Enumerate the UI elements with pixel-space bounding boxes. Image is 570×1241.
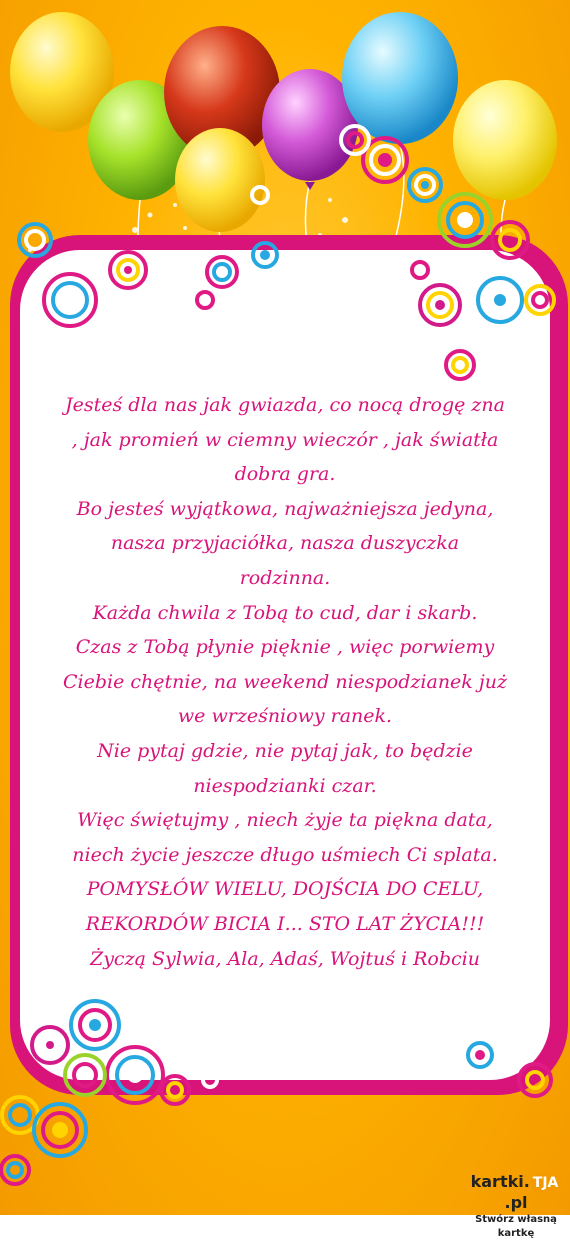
message-line: Więc świętujmy , niech żyje ta piękna data, (77, 809, 493, 832)
message-line: Ciebie chętnie, na weekend niespodzianek już (63, 670, 507, 693)
message-line: Bo jesteś wyjątkowa, najważniejsza jedyna, (76, 497, 494, 520)
message-line: niech życie jeszcze długo uśmiech Ci splata. (72, 843, 498, 866)
message-line: POMYSŁÓW WIELU, DOJŚCIA DO CELU, (86, 878, 484, 901)
logo-right: .pl (504, 1193, 528, 1212)
message-line: dobra gra. (234, 463, 336, 486)
message-line: Jesteś dla nas jak gwiazda, co nocą drogę zna (65, 394, 505, 416)
message-line: REKORDÓW BICIA I... STO LAT ŻYCIA!!! (85, 912, 485, 935)
message-line: Każda chwila z Tobą to cud, dar i skarb. (92, 601, 478, 624)
message-line: Nie pytaj gdzie, nie pytaj jak, to będzie (97, 739, 473, 762)
logo-wordmark (462, 1172, 570, 1213)
logo-tagline: Stwórz własną kartkę (475, 1214, 557, 1239)
logo-middle: TJA (530, 1173, 562, 1193)
message-line: Czas z Tobą płynie pięknie , więc porwiemy (75, 636, 495, 659)
message-line: , jak promień w ciemny wieczór , jak światła (71, 428, 499, 451)
message-line: we wrześniowy ranek. (177, 705, 393, 728)
message-line: niespodzianki czar. (193, 774, 377, 797)
greeting-message (30, 388, 540, 976)
message-line: Życzą Sylwia, Ala, Adaś, Wojtuś i Robciu (90, 947, 480, 970)
logo-left: kartki. (470, 1172, 530, 1191)
message-line: rodzinna. (239, 566, 331, 589)
kartki-logo[interactable] (462, 1172, 570, 1239)
message-line: nasza przyjaciółka, nasza duszyczka (110, 532, 460, 555)
